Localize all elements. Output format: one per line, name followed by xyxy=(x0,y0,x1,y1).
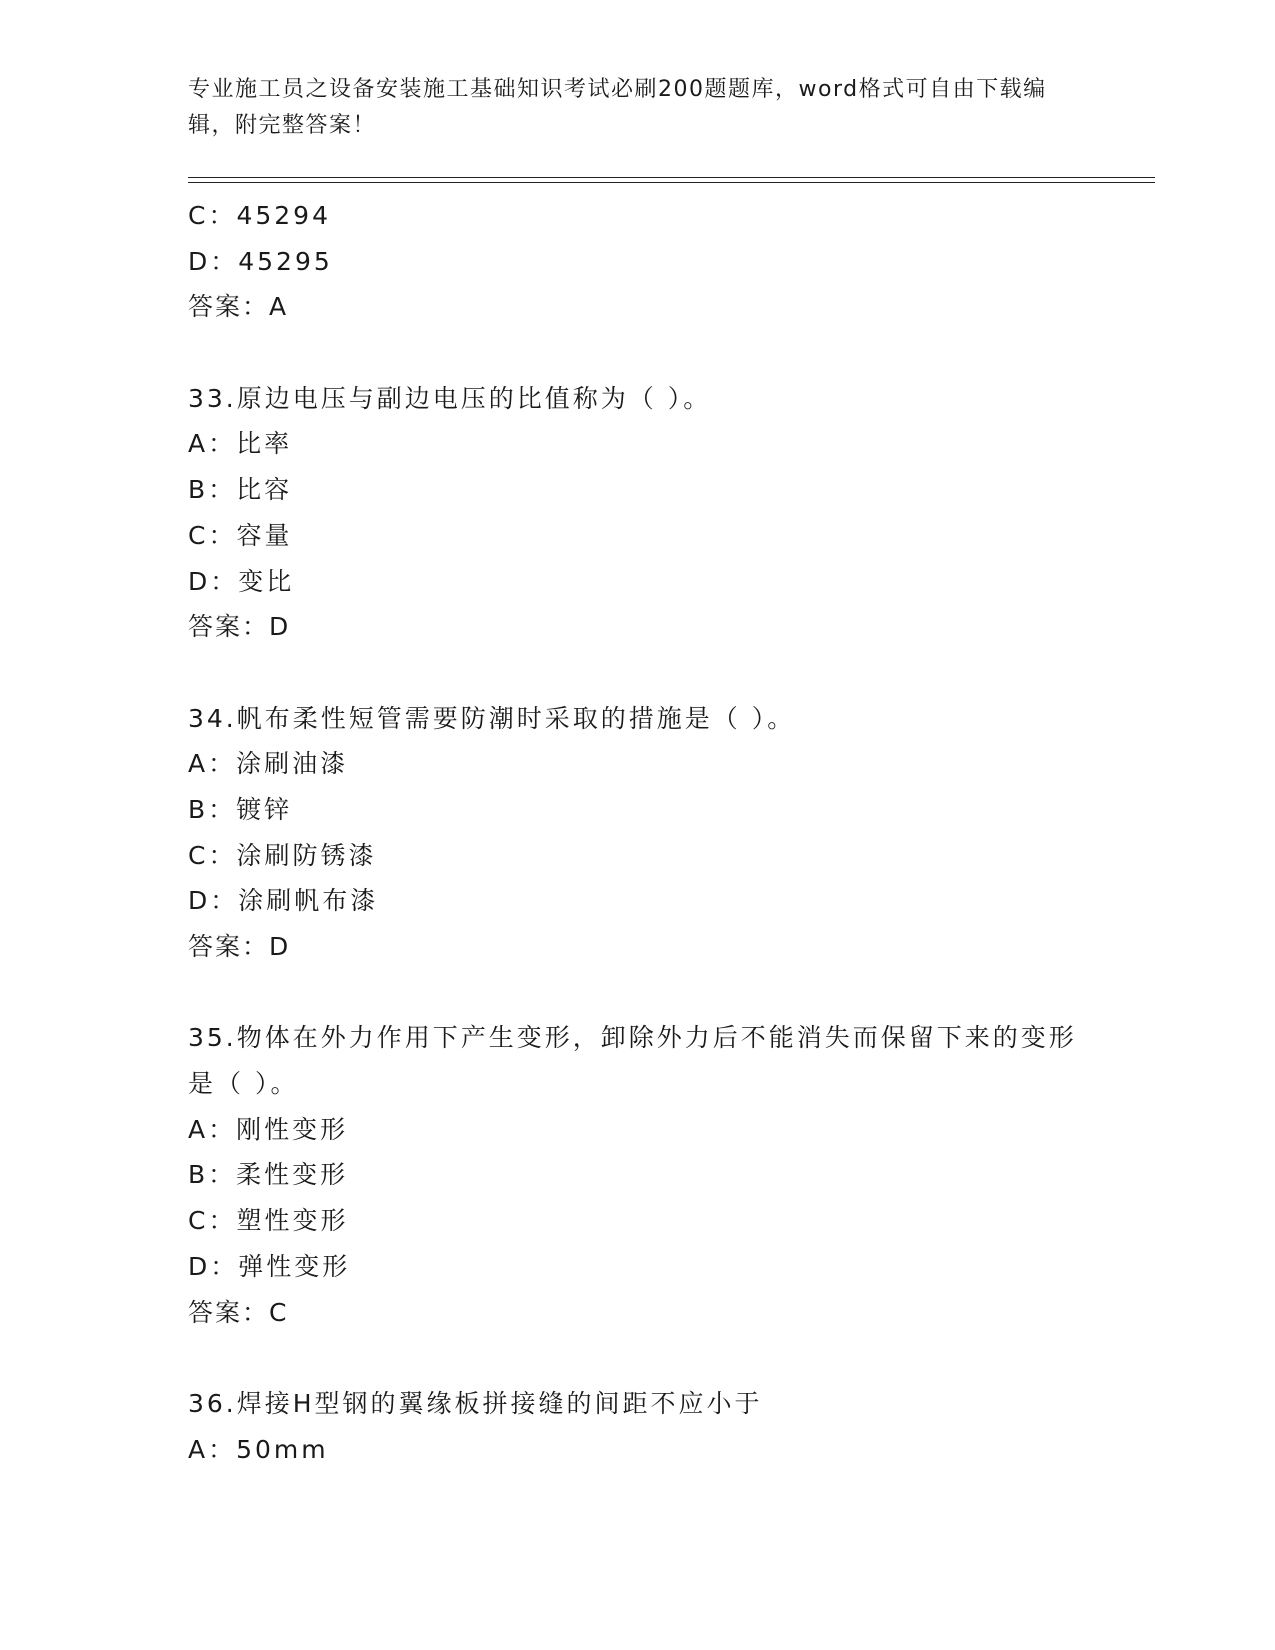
option-c: C：45294 xyxy=(188,201,331,230)
question-block-33 xyxy=(188,376,1088,650)
option-b: B：镀锌 xyxy=(188,794,293,824)
answer-label: 答案：D xyxy=(188,612,291,642)
question-stem: 36.焊接H型钢的翼缘板拼接缝的间距不应小于 xyxy=(188,1388,763,1418)
option-c: C：涂刷防锈漆 xyxy=(188,840,377,870)
question-block-36 xyxy=(188,1381,1088,1472)
spacer xyxy=(188,650,1088,696)
question-block-35 xyxy=(188,1015,1088,1335)
option-d: D：弹性变形 xyxy=(188,1251,351,1281)
option-a: A：刚性变形 xyxy=(188,1114,349,1144)
spacer xyxy=(188,330,1088,376)
question-list xyxy=(188,193,1088,1472)
document-header xyxy=(188,72,1088,144)
option-c: C：塑性变形 xyxy=(188,1206,349,1236)
question-stem: 35.物体在外力作用下产生变形，卸除外力后不能消失而保留下来的变形是（ ）。 xyxy=(188,1023,1077,1099)
question-stem: 34.帆布柔性短管需要防潮时采取的措施是（ ）。 xyxy=(188,703,796,733)
option-d: D：变比 xyxy=(188,566,295,596)
answer-label: 答案：A xyxy=(188,292,289,322)
header-divider-top xyxy=(188,177,1155,178)
option-d: D：涂刷帆布漆 xyxy=(188,886,379,916)
header-title: 专业施工员之设备安装施工基础知识考试必刷200题题库，word格式可自由下载编辑，附完整答案！ xyxy=(188,77,1047,138)
question-block-34 xyxy=(188,696,1088,970)
option-a: A：50mm xyxy=(188,1434,329,1464)
header-divider-bottom xyxy=(188,182,1155,183)
option-c: C：容量 xyxy=(188,520,293,550)
question-block-continued xyxy=(188,193,1088,330)
answer-label: 答案：C xyxy=(188,1297,289,1327)
option-b: B：柔性变形 xyxy=(188,1160,349,1190)
option-d: D：45295 xyxy=(188,246,333,276)
question-stem: 33.原边电压与副边电压的比值称为（ ）。 xyxy=(188,383,712,413)
spacer xyxy=(188,1335,1088,1381)
option-b: B：比容 xyxy=(188,475,293,505)
spacer xyxy=(188,970,1088,1016)
option-a: A：比率 xyxy=(188,429,293,459)
option-a: A：涂刷油漆 xyxy=(188,749,349,779)
answer-label: 答案：D xyxy=(188,932,291,961)
